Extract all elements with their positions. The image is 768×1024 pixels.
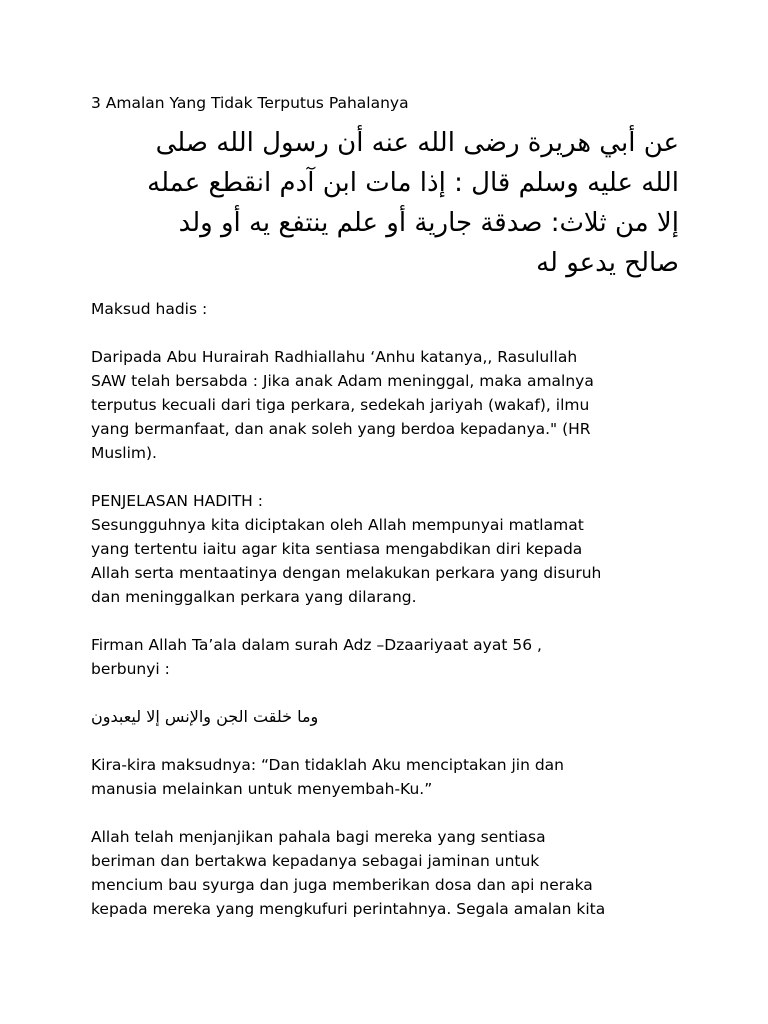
arabic-hadith-line: إلا من ثلاث: صدقة جارية أو علم ينتفع يه أو ولد xyxy=(178,208,679,238)
maksud-line: SAW telah bersabda : Jika anak Adam meninggal, maka amalnya xyxy=(91,372,594,390)
maksud-line: Muslim). xyxy=(91,444,157,462)
allah-line: beriman dan bertakwa kepadanya sebagai jaminan untuk xyxy=(91,852,540,870)
maksud-heading: Maksud hadis : xyxy=(91,300,208,318)
maksud-line: yang bermanfaat, dan anak soleh yang berdoa kepadanya." (HR xyxy=(91,420,591,438)
arabic-hadith-line: الله عليه وسلم قال : إذا مات ابن آدم انقطع عمله xyxy=(147,168,679,198)
document-page xyxy=(91,91,681,921)
arabic-hadith-line: عن أبي هريرة رضى الله عنه أن رسول الله صلى xyxy=(155,128,679,158)
allah-paragraph xyxy=(91,825,681,921)
arabic-hadith xyxy=(91,123,679,283)
kira-line: manusia melainkan untuk menyembah-Ku.” xyxy=(91,780,433,798)
firman-line: berbunyi : xyxy=(91,660,170,678)
kira-line: Kira-kira maksudnya: “Dan tidaklah Aku menciptakan jin dan xyxy=(91,756,564,774)
arabic-ayat: وما خلقت الجن والإنس إلا ليعبدون xyxy=(91,707,319,726)
arabic-hadith-line: صالح يدعو له xyxy=(536,248,679,278)
penjelasan-line: Sesungguhnya kita diciptakan oleh Allah mempunyai matlamat xyxy=(91,516,584,534)
maksud-paragraph xyxy=(91,345,681,465)
penjelasan-line: yang tertentu iaitu agar kita sentiasa mengabdikan diri kepada xyxy=(91,540,583,558)
firman-line: Firman Allah Ta’ala dalam surah Adz –Dzaariyaat ayat 56 , xyxy=(91,636,542,654)
maksud-line: terputus kecuali dari tiga perkara, sedekah jariyah (wakaf), ilmu xyxy=(91,396,590,414)
maksud-line: Daripada Abu Hurairah Radhiallahu ‘Anhu katanya,, Rasulullah xyxy=(91,348,578,366)
kira-paragraph xyxy=(91,753,681,801)
document-title: 3 Amalan Yang Tidak Terputus Pahalanya xyxy=(91,94,409,112)
penjelasan-line: Allah serta mentaatinya dengan melakukan perkara yang disuruh xyxy=(91,564,602,582)
allah-line: Allah telah menjanjikan pahala bagi mereka yang sentiasa xyxy=(91,828,546,846)
penjelasan-heading: PENJELASAN HADITH : xyxy=(91,492,263,510)
penjelasan-section xyxy=(91,489,681,609)
allah-line: kepada mereka yang mengkufuri perintahnya. Segala amalan kita xyxy=(91,900,606,918)
penjelasan-line: dan meninggalkan perkara yang dilarang. xyxy=(91,588,417,606)
firman-paragraph xyxy=(91,633,681,681)
allah-line: mencium bau syurga dan juga memberikan dosa dan api neraka xyxy=(91,876,593,894)
